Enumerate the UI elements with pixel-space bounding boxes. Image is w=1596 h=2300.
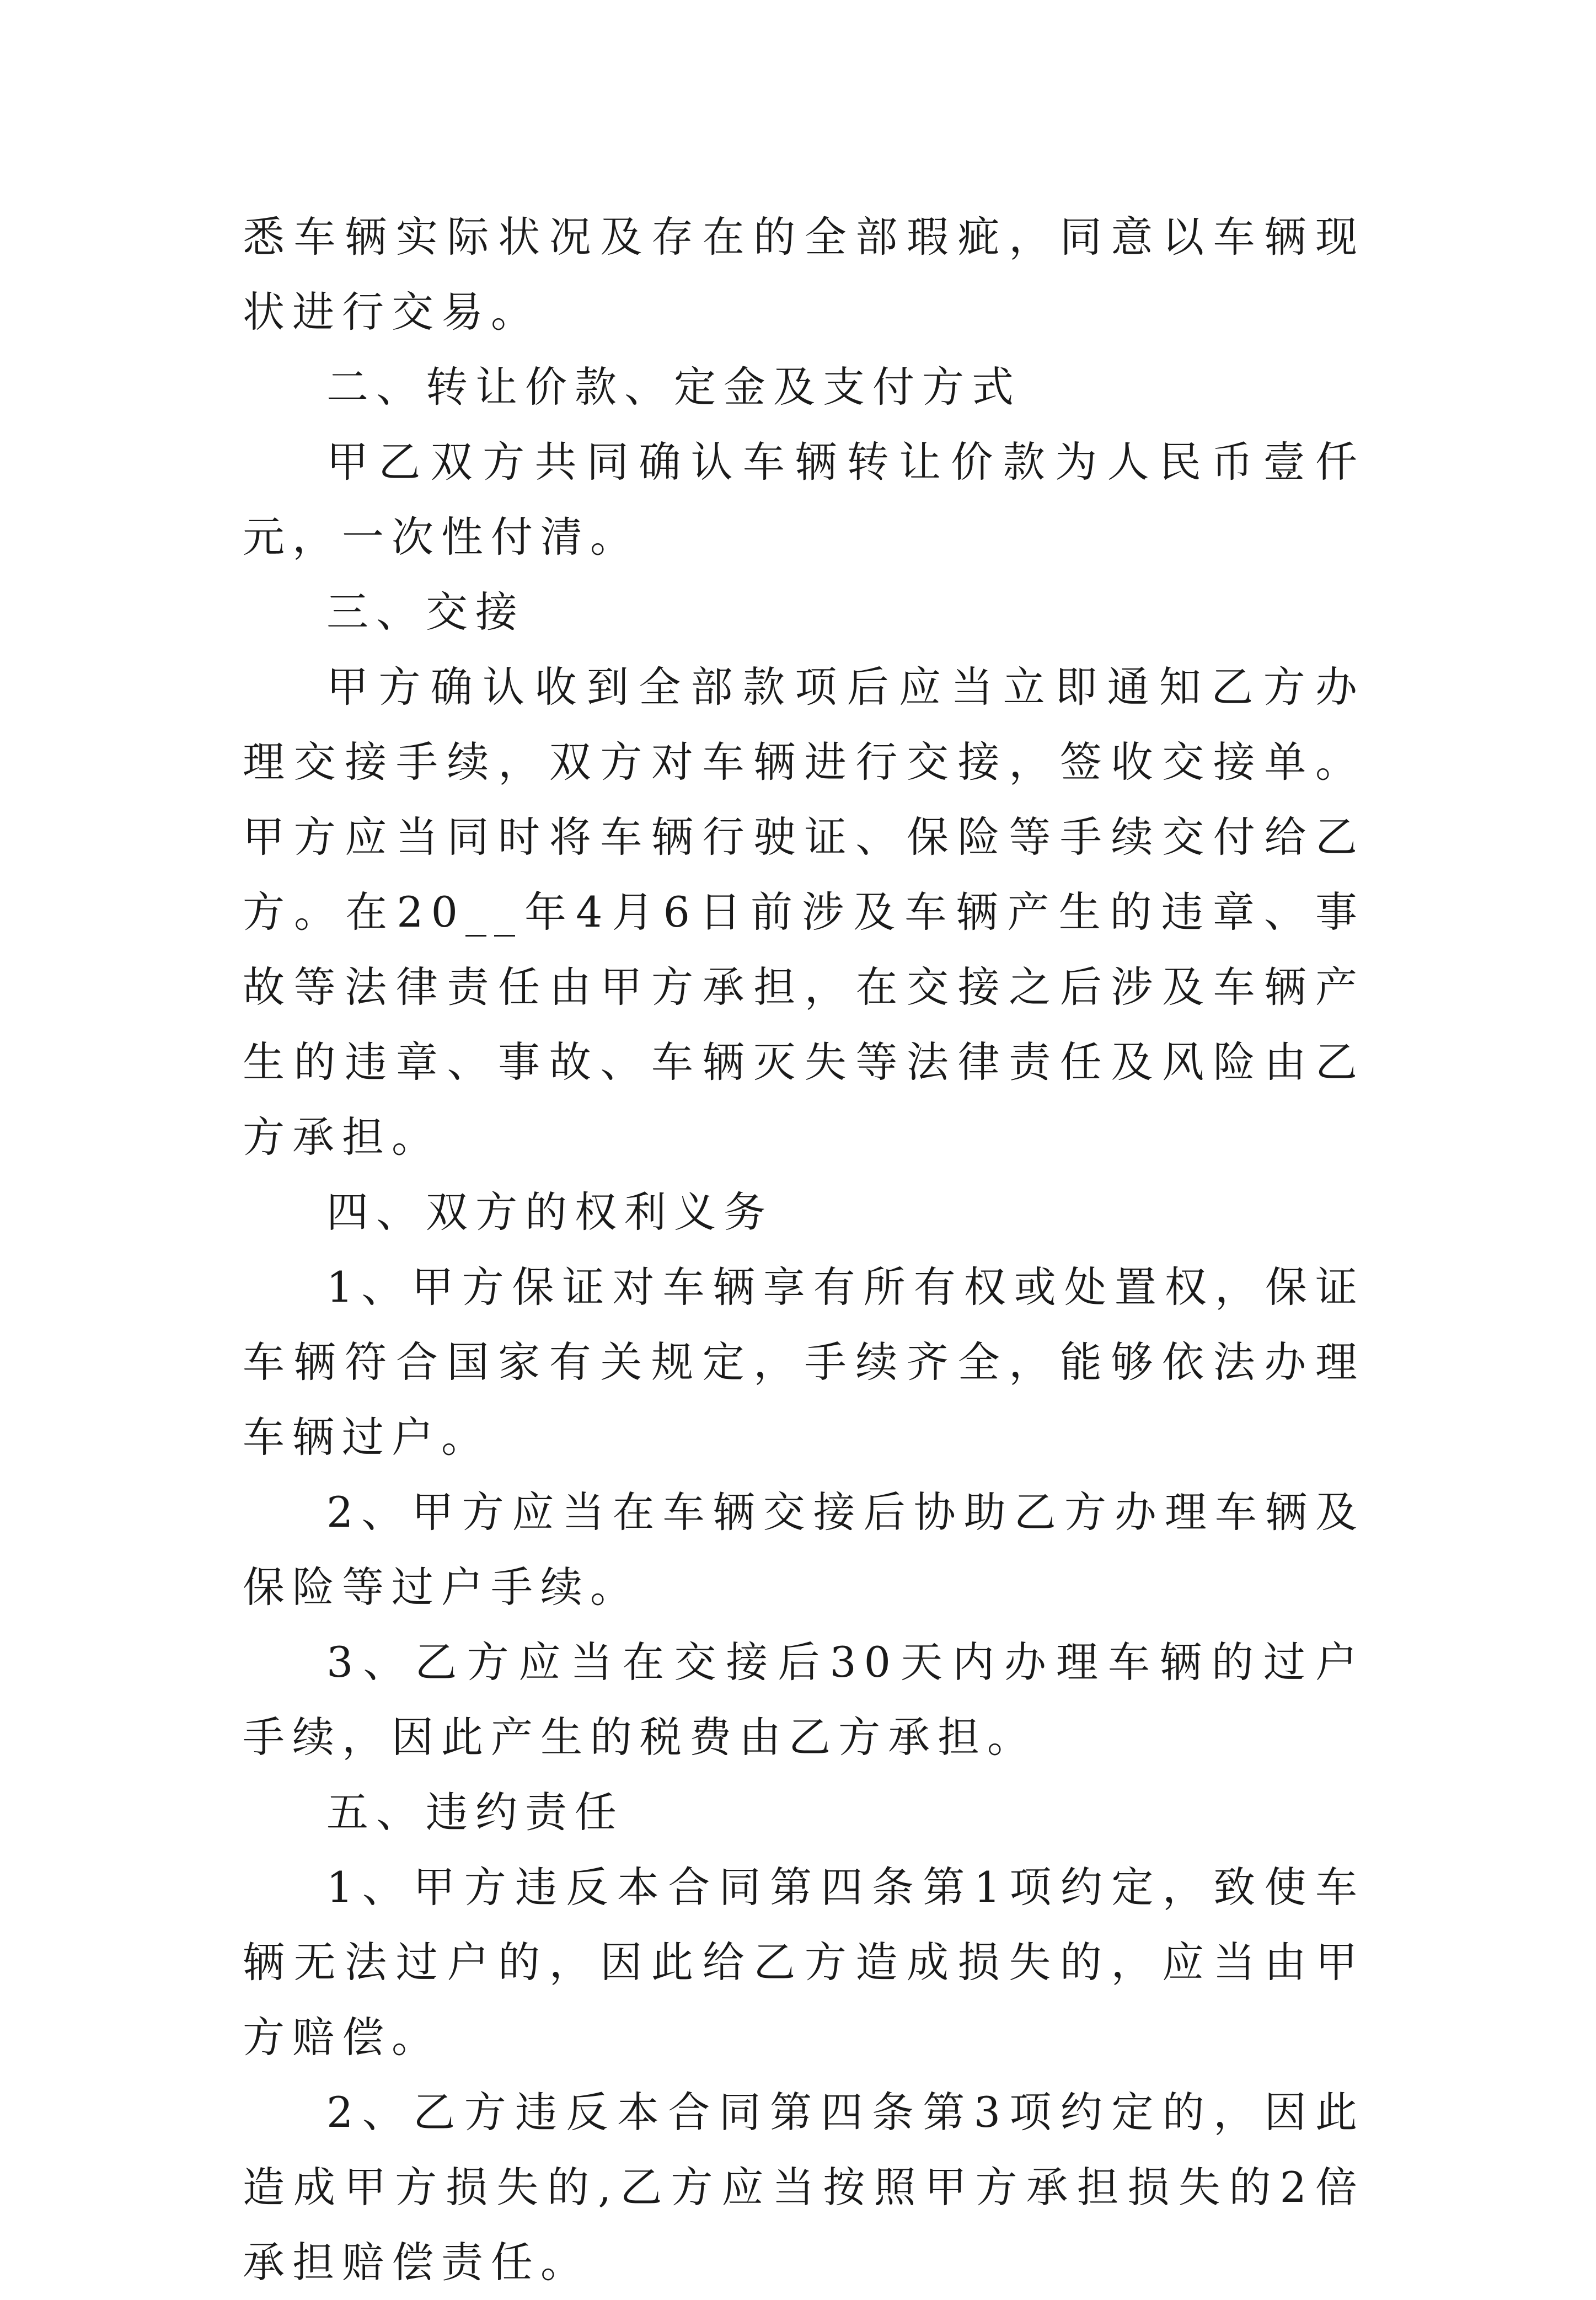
paragraph-liability-2: 2、乙方违反本合同第四条第3项约定的，因此造成甲方损失的,乙方应当按照甲方承担损失的2倍承担赔偿责任。 [243, 2088, 1365, 2287]
section-heading-rights: 四、双方的权利义务 [326, 1188, 773, 1237]
document-body [243, 200, 1365, 2300]
section-heading-liability: 五、违约责任 [326, 1788, 624, 1837]
paragraph-price: 甲乙双方共同确认车辆转让价款为人民币壹仟元，一次性付清。 [243, 437, 1365, 561]
paragraph-rights-3: 3、乙方应当在交接后30天内办理车辆的过户手续，因此产生的税费由乙方承担。 [243, 1638, 1365, 1762]
paragraph-rights-2: 2、甲方应当在车辆交接后协助乙方办理车辆及保险等过户手续。 [243, 1488, 1365, 1612]
paragraph-continuation: 悉车辆实际状况及存在的全部瑕疵，同意以车辆现状进行交易。 [243, 212, 1365, 336]
section-heading-handover: 三、交接 [326, 587, 525, 636]
paragraph-liability-1: 1、甲方违反本合同第四条第1项约定，致使车辆无法过户的，因此给乙方造成损失的，应当由甲方赔偿。 [243, 1863, 1365, 2062]
paragraph-handover: 甲方确认收到全部款项后应当立即通知乙方办理交接手续，双方对车辆进行交接，签收交接单。甲方应当同时将车辆行驶证、保险等手续交付给乙方。在20__年4月6日前涉及车辆产生的违章、事故等法律责任由甲方承担，在交接之后涉及车辆产生的违章、事故、车辆灭失等法律责任及风险由乙方承担。 [243, 662, 1365, 1162]
paragraph-rights-1: 1、甲方保证对车辆享有所有权或处置权，保证车辆符合国家有关规定，手续齐全，能够依法办理车辆过户。 [243, 1263, 1365, 1462]
section-heading-price: 二、转让价款、定金及支付方式 [326, 362, 1021, 411]
